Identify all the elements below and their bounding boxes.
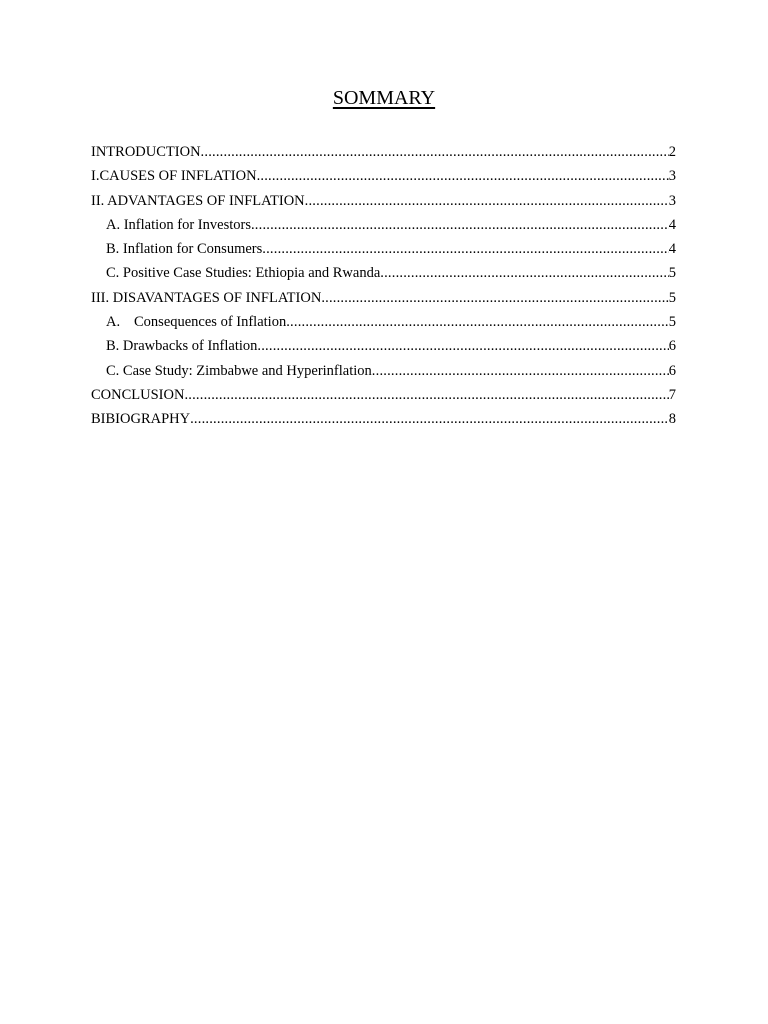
toc-entry-causes-of-inflation[interactable] xyxy=(91,164,676,188)
toc-page-number: 3 xyxy=(668,168,676,185)
toc-entry-label: II. ADVANTAGES OF INFLATION xyxy=(91,192,305,209)
toc-page-number: 6 xyxy=(668,362,676,379)
toc-page-number: 5 xyxy=(668,314,676,331)
toc-entry-label: INTRODUCTION xyxy=(91,144,201,160)
toc-entry-label: I.CAUSES OF INFLATION xyxy=(91,168,257,185)
toc-dot-leader xyxy=(184,383,668,407)
toc-entry-bibliography[interactable] xyxy=(91,407,676,431)
toc-entry-label: BIBIOGRAPHY xyxy=(91,411,191,428)
toc-entry-letter: A. xyxy=(106,314,121,331)
toc-dot-leader xyxy=(190,407,669,431)
toc-page-number: 8 xyxy=(668,411,676,428)
toc-entry-inflation-for-investors[interactable] xyxy=(91,213,676,237)
toc-entry-inflation-for-consumers[interactable] xyxy=(91,237,676,261)
toc-entry-label: III. DISAVANTAGES OF INFLATION xyxy=(91,289,322,306)
toc-entry-drawbacks-of-inflation[interactable] xyxy=(91,334,676,358)
toc-page-number: 4 xyxy=(668,216,676,233)
toc-dot-leader xyxy=(321,286,668,310)
table-of-contents xyxy=(91,140,676,432)
toc-entry-disadvantages-of-inflation[interactable] xyxy=(91,286,676,310)
toc-page-number: 5 xyxy=(668,265,676,282)
toc-entry-label: B. Drawbacks of Inflation xyxy=(106,338,258,355)
toc-page-number: 7 xyxy=(668,386,676,403)
toc-entry-label: A. Inflation for Investors xyxy=(106,216,251,233)
toc-entry-positive-case-studies[interactable] xyxy=(91,261,676,285)
toc-entry-advantages-of-inflation[interactable] xyxy=(91,189,676,213)
toc-page-number: 3 xyxy=(668,192,676,209)
toc-page-number: 2 xyxy=(668,144,676,160)
toc-entry-label: C. Positive Case Studies: Ethiopia and Rwanda xyxy=(106,265,381,282)
toc-entry-label: B. Inflation for Consumers xyxy=(106,241,263,258)
toc-dot-leader xyxy=(286,310,669,334)
toc-entry-case-study-zimbabwe[interactable] xyxy=(91,359,676,383)
toc-page-number: 6 xyxy=(668,338,676,355)
toc-entry-consequences-of-inflation[interactable] xyxy=(91,310,676,334)
toc-dot-leader xyxy=(257,164,669,188)
toc-entry-label: C. Case Study: Zimbabwe and Hyperinflation xyxy=(106,362,372,379)
toc-dot-leader xyxy=(251,213,669,237)
toc-entry-introduction[interactable] xyxy=(91,140,676,164)
toc-dot-leader xyxy=(305,189,669,213)
page-title: SOMMARY xyxy=(332,87,436,109)
toc-page-number: 5 xyxy=(668,289,676,306)
toc-dot-leader xyxy=(201,140,669,164)
toc-entry-label: CONCLUSION xyxy=(91,386,185,403)
toc-entry-conclusion[interactable] xyxy=(91,383,676,407)
toc-entry-label-wrapper xyxy=(106,310,286,334)
toc-entry-label: Consequences of Inflation xyxy=(134,314,287,331)
toc-page-number: 4 xyxy=(668,241,676,258)
toc-dot-leader xyxy=(372,359,669,383)
toc-dot-leader xyxy=(380,261,668,285)
toc-dot-leader xyxy=(262,237,668,261)
toc-dot-leader xyxy=(257,334,668,358)
